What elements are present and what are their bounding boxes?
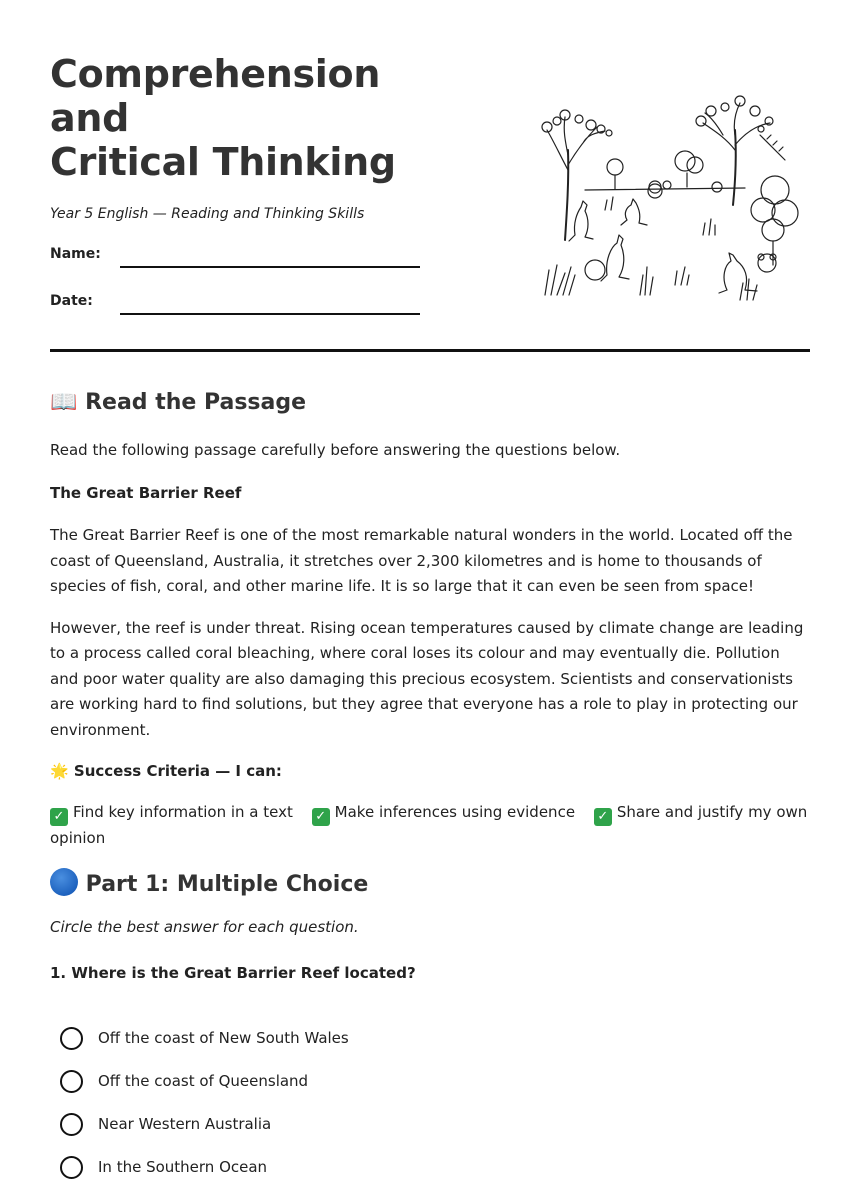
- part1-heading-text: Part 1: Multiple Choice: [85, 872, 369, 897]
- criteria-item-text: Share and justify my own opinion: [50, 802, 808, 847]
- answer-option[interactable]: [50, 1155, 810, 1198]
- answer-circle[interactable]: [60, 1113, 83, 1136]
- check-mark-icon: ✓: [594, 808, 612, 826]
- title-line-1: Comprehension and: [50, 52, 381, 140]
- answer-option[interactable]: [50, 1069, 810, 1112]
- passage-title: The Great Barrier Reef: [50, 483, 242, 502]
- part1-instructions: Circle the best answer for each question.: [50, 918, 359, 936]
- passage-paragraph-1: The Great Barrier Reef is one of the most remarkable natural wonders in the world. Located off the coast of Queensland, Australia, it stretches over 2,300 kilometres and is home to thousands of species of fish, coral, and other marine life. It is so large that it can even be seen from space!: [50, 526, 793, 595]
- answer-circle[interactable]: [60, 1027, 83, 1050]
- title-line-2: Critical Thinking: [50, 140, 396, 184]
- name-label: Name:: [50, 246, 101, 262]
- page-subtitle: Year 5 English — Reading and Thinking Skills: [50, 206, 365, 222]
- success-criteria-title: [50, 759, 810, 785]
- passage-paragraph-2: However, the reef is under threat. Rising ocean temperatures caused by climate change are leading to a process called coral bleaching, where coral loses its colour and may eventually die. Pollution and poor water quality are also damaging this precious ecosystem. Scientists and conservationists are working hard to find solutions, but they agree that everyone has a role to play in protecting our environment.: [50, 618, 804, 739]
- open-book-icon: 📖: [50, 390, 78, 415]
- date-field[interactable]: [120, 313, 420, 315]
- criteria-item-text: Find key information in a text: [73, 802, 293, 821]
- answer-option-text: Near Western Australia: [98, 1115, 272, 1133]
- answer-circle[interactable]: [60, 1156, 83, 1179]
- answer-option[interactable]: [50, 1112, 810, 1155]
- worksheet-header: [50, 52, 470, 336]
- answer-option-text: Off the coast of New South Wales: [98, 1029, 349, 1047]
- date-label: Date:: [50, 293, 93, 309]
- question-1: 1. Where is the Great Barrier Reef located?: [50, 963, 416, 982]
- date-field-row: [50, 289, 470, 336]
- glowing-star-icon: 🌟: [50, 762, 69, 780]
- page-title: [50, 52, 470, 184]
- answer-option-text: In the Southern Ocean: [98, 1158, 268, 1176]
- answer-option[interactable]: [50, 1026, 810, 1069]
- answer-circle[interactable]: [60, 1070, 83, 1093]
- check-mark-icon: ✓: [50, 808, 68, 826]
- part1-heading: [50, 865, 810, 905]
- check-mark-icon: ✓: [312, 808, 330, 826]
- success-criteria-list: [50, 800, 810, 852]
- question-1-options: [50, 1026, 810, 1198]
- read-passage-heading: [50, 383, 810, 423]
- criteria-item: [312, 802, 576, 824]
- name-field-row: [50, 242, 470, 289]
- blue-circle-icon: [50, 868, 78, 896]
- outback-illustration: [535, 95, 805, 315]
- criteria-item-text: Make inferences using evidence: [334, 802, 576, 821]
- worksheet-content: [50, 383, 810, 1198]
- passage-intro: Read the following passage carefully before answering the questions below.: [50, 441, 621, 459]
- header-divider: [50, 349, 810, 352]
- name-field[interactable]: [120, 266, 420, 268]
- success-criteria-title-text: Success Criteria — I can:: [73, 762, 282, 780]
- criteria-item: [50, 802, 293, 824]
- read-passage-heading-text: Read the Passage: [85, 390, 307, 415]
- answer-option-text: Off the coast of Queensland: [98, 1072, 309, 1090]
